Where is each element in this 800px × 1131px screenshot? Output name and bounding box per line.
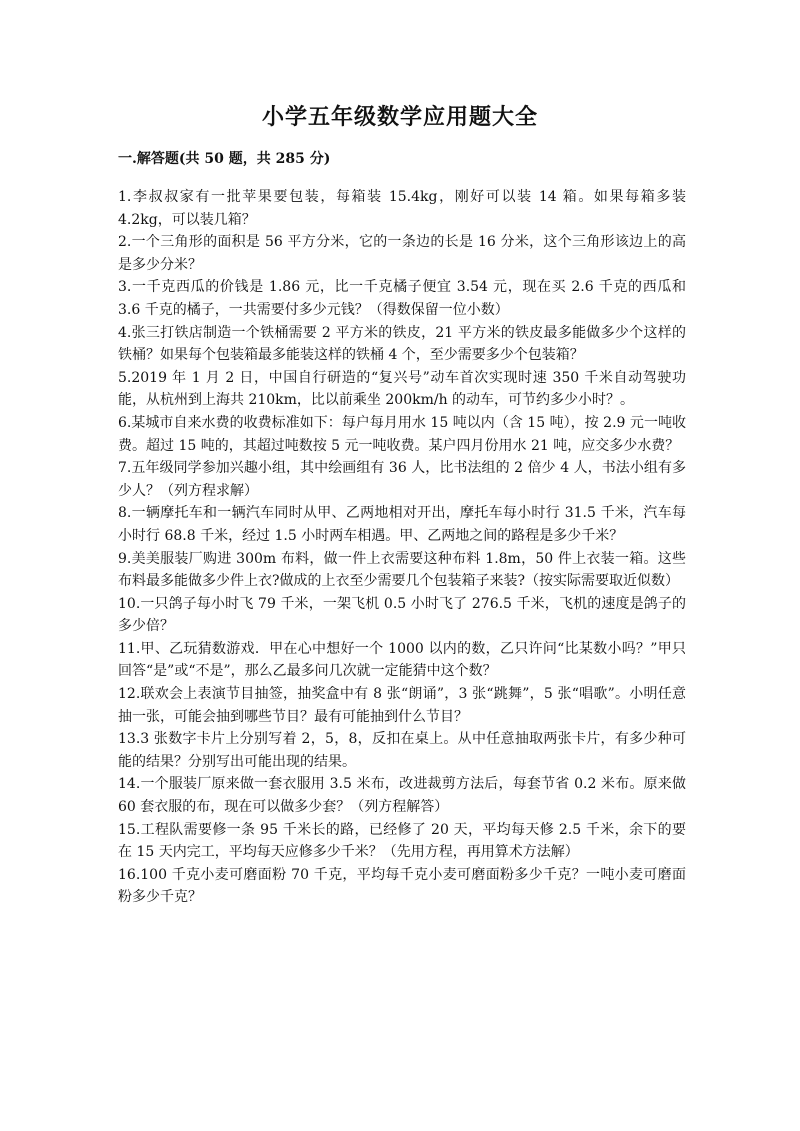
question-item: 10.一只鸽子每小时飞 79 千米，一架飞机 0.5 小时飞了 276.5 千米，飞机的速度是鸽子的多少倍？ <box>118 595 686 635</box>
question-item: 13.3 张数字卡片上分别写着 2，5，8，反扣在桌上。从中任意抽取两张卡片，有多少种可能的结果？分别写出可能出现的结果。 <box>118 731 686 770</box>
question-item: 7.五年级同学参加兴趣小组，其中绘画组有 36 人，比书法组的 2 倍少 4 人，书法小组有多少人？（列方程求解） <box>118 460 686 499</box>
question-list <box>118 186 686 909</box>
question-item: 2.一个三角形的面积是 56 平方分米，它的一条边的长是 16 分米，这个三角形该边上的高是多少分米？ <box>118 234 686 273</box>
question-item: 6.某城市自来水费的收费标准如下：每户每月用水 15 吨以内（含 15 吨），按 2.9 元一吨收费。超过 15 吨的，其超过吨数按 5 元一吨收费。某户四月份用水 21 吨，应交多少水费？ <box>118 414 686 454</box>
question-item: 16.100 千克小麦可磨面粉 70 千克，平均每千克小麦可磨面粉多少千克？一吨小麦可磨面粉多少千克？ <box>118 866 686 906</box>
question-item: 11.甲、乙玩猜数游戏．甲在心中想好一个 1000 以内的数，乙只许问“比某数小吗？”甲只回答“是”或“不是”，那么乙最多问几次就一定能猜中这个数？ <box>118 640 686 680</box>
section-heading: 一.解答题(共 50 题，共 285 分) <box>118 151 331 167</box>
question-item: 3.一千克西瓜的价钱是 1.86 元，比一千克橘子便宜 3.54 元，现在买 2.6 千克的西瓜和 3.6 千克的橘子，一共需要付多少元钱？（得数保留一位小数） <box>118 279 686 318</box>
question-item: 15.工程队需要修一条 95 千米长的路，已经修了 20 天，平均每天修 2.5 千米，余下的要在 15 天内完工，平均每天应修多少千米？（先用方程，再用算术方法解） <box>118 821 686 861</box>
page-title: 小学五年级数学应用题大全 <box>261 104 538 130</box>
question-item: 1.李叔叔家有一批苹果要包装，每箱装 15.4kg，刚好可以装 14 箱。如果每箱多装 4.2kg，可以装几箱？ <box>118 189 686 228</box>
question-item: 4.张三打铁店制造一个铁桶需要 2 平方米的铁皮，21 平方米的铁皮最多能做多少个这样的铁桶？如果每个包装箱最多能装这样的铁桶 4 个，至少需要多少个包装箱？ <box>118 324 686 364</box>
question-item: 5.2019 年 1 月 2 日，中国自行研造的“复兴号”动车首次实现时速 350 千米自动驾驶功能，从杭州到上海共 210km，比以前乘坐 200km/h 的动车，可节约多少小时？。 <box>118 369 686 409</box>
question-item: 8.一辆摩托车和一辆汽车同时从甲、乙两地相对开出，摩托车每小时行 31.5 千米，汽车每小时行 68.8 千米，经过 1.5 小时两车相遇。甲、乙两地之间的路程是多少千米？ <box>118 505 686 544</box>
question-item: 9.美美服装厂购进 300m 布料，做一件上衣需要这种布料 1.8m，50 件上衣装一箱。这些布料最多能做多少件上衣?做成的上衣至少需要几个包装箱子来装?（按实际需要取近似数） <box>118 550 686 590</box>
question-item: 14.一个服装厂原来做一套衣服用 3.5 米布，改进裁剪方法后，每套节省 0.2 米布。原来做 60 套衣服的布，现在可以做多少套？（列方程解答） <box>118 776 686 816</box>
question-item: 12.联欢会上表演节目抽签，抽奖盒中有 8 张“朗诵”，3 张“跳舞”，5 张“唱歌”。小明任意抽一张，可能会抽到哪些节目？最有可能抽到什么节目？ <box>118 686 686 725</box>
